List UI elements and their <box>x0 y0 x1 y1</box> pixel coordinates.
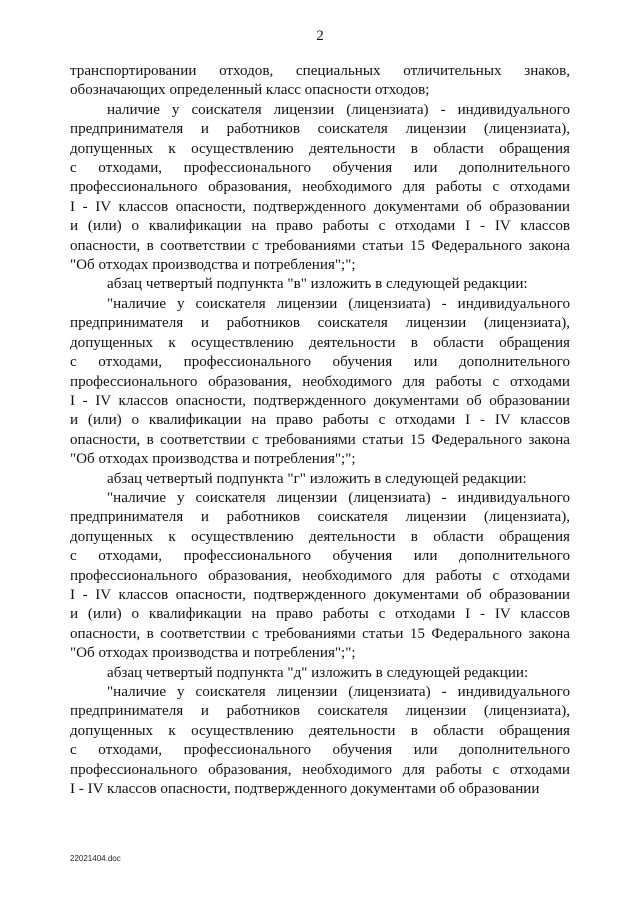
text-line: и (или) о квалификации на право работы с отходами I - IV классов <box>70 218 570 235</box>
text-line: наличие у соискателя лицензии (лицензиата) - индивидуального <box>107 101 570 118</box>
text-line: I - IV классов опасности, подтвержденного документами об образовании <box>70 198 570 215</box>
text-line: обозначающих определенный класс опасности отходов; <box>70 82 430 99</box>
text-line: с отходами, профессионального обучения или дополнительного <box>70 160 570 177</box>
text-line: с отходами, профессионального обучения или дополнительного <box>70 742 570 759</box>
text-line: опасности, в соответствии с требованиями статьи 15 Федерального закона <box>70 625 570 642</box>
text-line: предпринимателя и работников соискателя лицензии (лицензиата), <box>70 121 570 138</box>
text-line: профессионального образования, необходимого для работы с отходами <box>70 373 570 390</box>
text-line: профессионального образования, необходимого для работы с отходами <box>70 761 570 778</box>
text-line: и (или) о квалификации на право работы с отходами I - IV классов <box>70 412 570 429</box>
text-line: абзац четвертый подпункта "д" изложить в следующей редакции: <box>107 664 529 681</box>
text-line: I - IV классов опасности, подтвержденного документами об образовании <box>70 586 570 603</box>
text-line: с отходами, профессионального обучения или дополнительного <box>70 548 570 565</box>
text-line: "Об отходах производства и потребления";"; <box>70 645 356 662</box>
text-line: "наличие у соискателя лицензии (лицензиата) - индивидуального <box>107 684 570 700</box>
text-line: и (или) о квалификации на право работы с отходами I - IV классов <box>70 606 570 623</box>
text-line: предпринимателя и работников соискателя лицензии (лицензиата), <box>70 315 570 332</box>
text-line: I - IV классов опасности, подтвержденного документами об образовании <box>70 781 540 798</box>
text-line: допущенных к осуществлению деятельности в области обращения <box>70 334 570 351</box>
text-line: предпринимателя и работников соискателя лицензии (лицензиата), <box>70 509 570 526</box>
text-line: профессионального образования, необходимого для работы с отходами <box>70 567 570 584</box>
paragraph <box>70 101 570 276</box>
text-line: допущенных к осуществлению деятельности в области обращения <box>70 722 570 739</box>
text-line: "Об отходах производства и потребления";"; <box>70 451 356 468</box>
text-line: опасности, в соответствии с требованиями статьи 15 Федерального закона <box>70 431 570 448</box>
text-line: допущенных к осуществлению деятельности в области обращения <box>70 140 570 157</box>
paragraph <box>70 489 570 664</box>
text-line: I - IV классов опасности, подтвержденного документами об образовании <box>70 392 570 409</box>
text-line: "наличие у соискателя лицензии (лицензиата) - индивидуального <box>107 489 570 506</box>
document-file-code: 22021404.doc <box>70 854 121 863</box>
paragraph <box>70 683 570 799</box>
text-line: транспортировании отходов, специальных отличительных знаков, <box>70 63 570 79</box>
text-line: допущенных к осуществлению деятельности в области обращения <box>70 528 570 545</box>
paragraph <box>70 470 570 489</box>
paragraph <box>70 62 570 101</box>
text-line: опасности, в соответствии с требованиями статьи 15 Федерального закона <box>70 237 570 254</box>
text-line: "наличие у соискателя лицензии (лицензиата) - индивидуального <box>107 295 570 312</box>
document-body <box>70 62 570 799</box>
text-line: предпринимателя и работников соискателя лицензии (лицензиата), <box>70 703 570 720</box>
text-line: абзац четвертый подпункта "в" изложить в следующей редакции: <box>107 276 528 293</box>
text-line: абзац четвертый подпункта "г" изложить в следующей редакции: <box>107 470 527 487</box>
paragraph <box>70 664 570 683</box>
text-line: "Об отходах производства и потребления";"; <box>70 257 356 274</box>
paragraph <box>70 275 570 294</box>
text-line: с отходами, профессионального обучения или дополнительного <box>70 354 570 371</box>
text-line: профессионального образования, необходимого для работы с отходами <box>70 179 570 196</box>
page-number: 2 <box>316 28 324 44</box>
paragraph <box>70 295 570 470</box>
